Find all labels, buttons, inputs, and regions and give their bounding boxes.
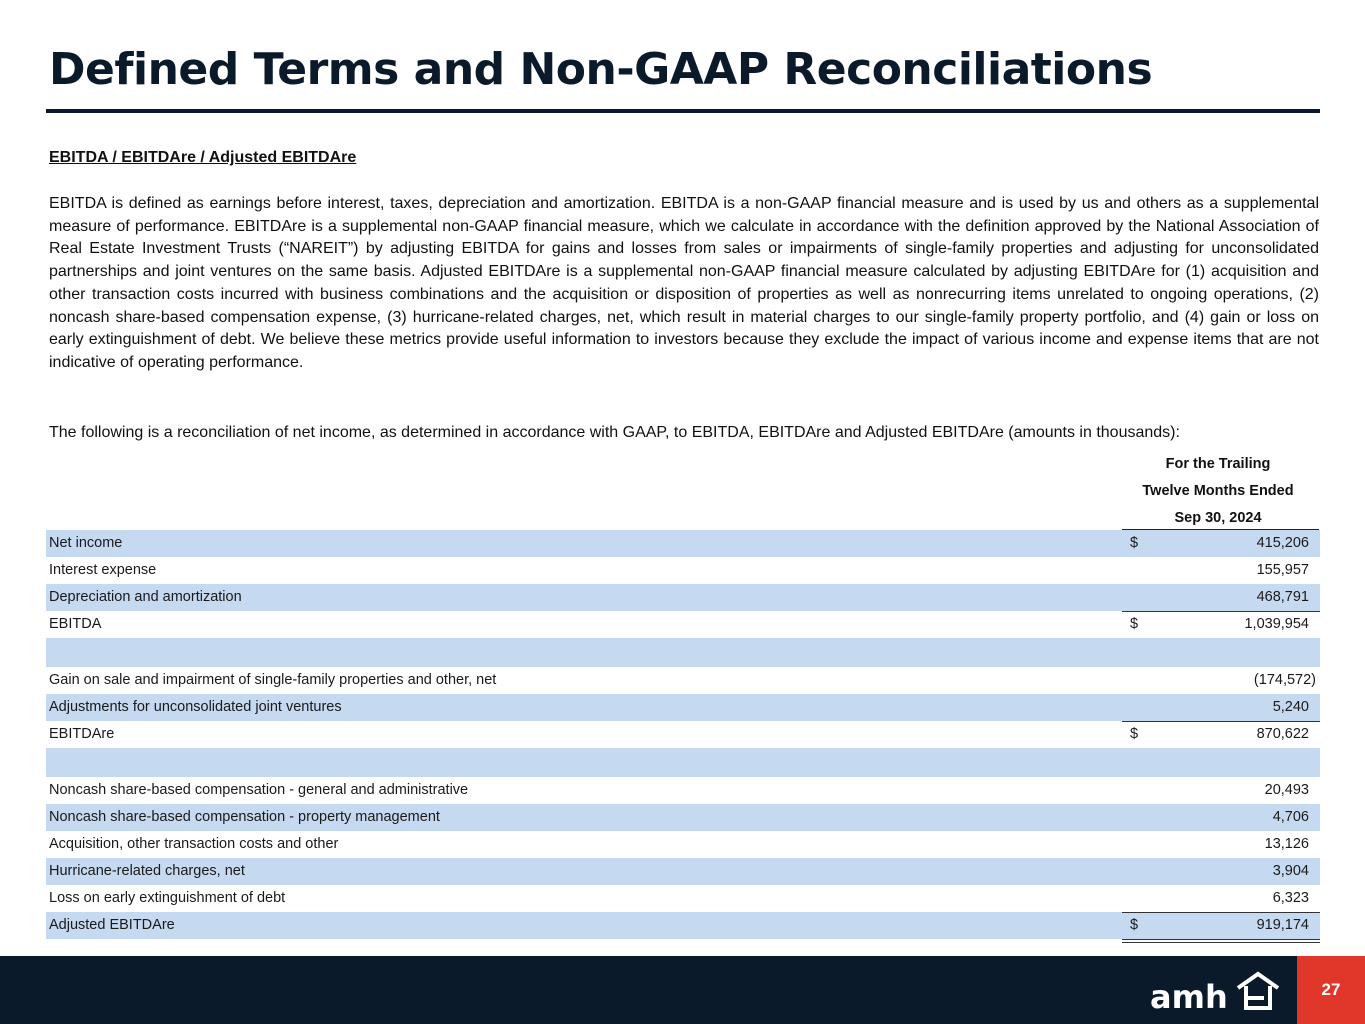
page-title: Defined Terms and Non-GAAP Reconciliations (49, 44, 1153, 95)
reconciliation-table (46, 530, 1320, 939)
row-label: Noncash share-based compensation - general and administrative (49, 782, 469, 798)
table-spacer-row (46, 748, 1320, 777)
dollar-sign: $ (1130, 726, 1139, 742)
amh-logo (1150, 968, 1282, 1012)
row-label: Adjusted EBITDAre (49, 917, 175, 933)
row-value: 919,174 (1256, 917, 1309, 933)
column-header (1117, 451, 1319, 532)
dollar-sign: $ (1130, 616, 1139, 632)
dollar-sign: $ (1130, 535, 1139, 551)
table-row-depreciation (46, 584, 1320, 611)
row-label: Adjustments for unconsolidated joint ventures (49, 699, 342, 715)
section-heading: EBITDA / EBITDAre / Adjusted EBITDAre (49, 149, 357, 166)
table-row-ebitda (46, 611, 1320, 638)
table-spacer-row (46, 638, 1320, 667)
row-value: 4,706 (1272, 809, 1309, 825)
house-icon (1238, 974, 1278, 1008)
column-header-line: Sep 30, 2024 (1174, 510, 1262, 526)
table-row-net-income (46, 530, 1320, 557)
table-row-share-comp-pm (46, 804, 1320, 831)
table-row-hurricane-charges (46, 858, 1320, 885)
column-header-line: For the Trailing (1165, 456, 1271, 472)
title-divider (46, 109, 1320, 113)
row-value: 468,791 (1256, 589, 1309, 605)
table-row-interest-expense (46, 557, 1320, 584)
row-label: Acquisition, other transaction costs and other (49, 836, 339, 852)
row-value: 870,622 (1256, 726, 1309, 742)
subtotal-rule (1122, 611, 1320, 612)
table-row-gain-on-sale (46, 667, 1320, 694)
subtotal-rule (1122, 721, 1320, 722)
row-label: EBITDA (49, 616, 102, 632)
table-row-adjusted-ebitdare (46, 912, 1320, 939)
row-label: Net income (49, 535, 123, 551)
table-row-ebitdare (46, 721, 1320, 748)
row-label: Interest expense (49, 562, 157, 578)
reconciliation-intro-paragraph: The following is a reconciliation of net income, as determined in accordance with GAAP, to EBITDA, EBITDAre and Adjusted EBITDAre (amounts in thousands): (49, 424, 1180, 441)
row-value: 415,206 (1256, 535, 1309, 551)
column-header-line: Twelve Months Ended (1142, 483, 1294, 499)
subtotal-rule (1122, 912, 1320, 913)
row-label: Depreciation and amortization (49, 589, 242, 605)
row-label: Hurricane-related charges, net (49, 863, 245, 879)
row-value: 13,126 (1264, 836, 1309, 852)
logo-text: amh (1150, 978, 1228, 1012)
row-value: 20,493 (1264, 782, 1309, 798)
row-value: 1,039,954 (1244, 616, 1309, 632)
table-row-jv-adjustments (46, 694, 1320, 721)
row-value: 155,957 (1256, 562, 1309, 578)
row-label: EBITDAre (49, 726, 115, 742)
page-number: 27 (1297, 956, 1365, 1024)
definition-paragraph: EBITDA is defined as earnings before interest, taxes, depreciation and amortization. EBITDA is a non-GAAP financial measure and is used by us and others as a supplemental measure of performance. EBITDAre is a supplemental non-GAAP financial measure, which we calculate in accordance with the definition approved by the National Association of Real Estate Investment Trusts (“NAREIT”) by adjusting EBITDA for gains and losses from sales or impairments of single-family properties and adjusting for unconsolidated partnerships and joint ventures on the same basis. Adjusted EBITDAre is a supplemental non-GAAP financial measure calculated by adjusting EBITDAre for (1) acquisition and other transaction costs incurred with business combinations and the acquisition or disposition of properties as well as nonrecurring items unrelated to ongoing operations, (2) noncash share-based compensation expense, (3) hurricane-related charges, net, which result in material charges to our single-family property portfolio, and (4) gain or loss on early extinguishment of debt. We believe these metrics provide useful information to investors because they exclude the impact of various income and expense items that are not indicative of operating performance. (49, 195, 1319, 371)
row-label: Noncash share-based compensation - property management (49, 809, 440, 825)
dollar-sign: $ (1130, 917, 1139, 933)
table-row-debt-extinguishment (46, 885, 1320, 912)
row-value: 5,240 (1272, 699, 1309, 715)
table-row-acquisition-costs (46, 831, 1320, 858)
row-value: 3,904 (1272, 863, 1309, 879)
row-value: 6,323 (1272, 890, 1309, 906)
table-row-share-comp-ga (46, 777, 1320, 804)
row-label: Gain on sale and impairment of single-family properties and other, net (49, 672, 497, 688)
row-label: Loss on early extinguishment of debt (49, 890, 286, 906)
total-double-rule (1122, 939, 1320, 943)
row-value: (174,572) (1253, 672, 1316, 688)
